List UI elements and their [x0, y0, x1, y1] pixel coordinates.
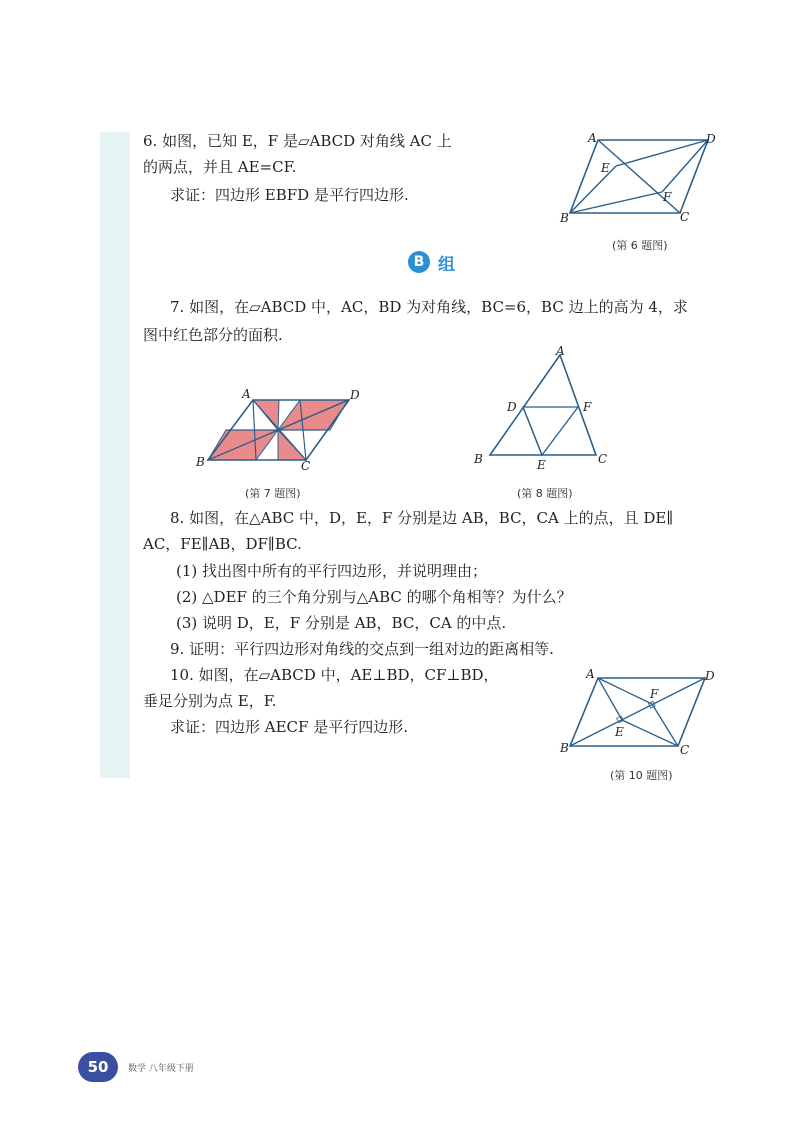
q6-line1: 6. 如图，已知 E，F 是▱ABCD 对角线 AC 上 [143, 132, 452, 150]
q8-label-e: E [537, 458, 546, 472]
q7-label-c: C [301, 459, 311, 473]
q6-label-e: E [601, 161, 610, 175]
q10-label-c: C [680, 743, 690, 757]
q8-label-f: F [583, 400, 592, 414]
q10-figure [560, 668, 720, 758]
q7-label-b: B [196, 455, 205, 469]
footer-book-title: 数学 八年级下册 [128, 1064, 194, 1074]
group-b-text: 组 [438, 254, 455, 275]
q8-sub1: (1) 找出图中所有的平行四边形，并说明理由； [176, 562, 488, 580]
q8-figure [470, 345, 620, 475]
q8-label-d: D [507, 400, 517, 414]
margin-sidebar [100, 132, 130, 778]
q6-caption: (第 6 题图) [612, 239, 668, 252]
q7-line1: 7. 如图，在▱ABCD 中，AC，BD 为对角线，BC=6，BC 边上的高为 4，求 [170, 298, 688, 316]
page-number: 50 [78, 1052, 118, 1082]
q6-label-c: C [680, 210, 690, 224]
q8-line2: AC，FE∥AB，DF∥BC. [143, 535, 302, 553]
q8-caption: (第 8 题图) [517, 487, 573, 500]
q10-label-f: F [650, 687, 659, 701]
q10-line2: 垂足分别为点 E，F. [143, 692, 277, 710]
q8-sub2: (2) △DEF 的三个角分别与△ABC 的哪个角相等？为什么？ [176, 588, 572, 606]
group-b-badge: B [408, 251, 430, 273]
q8-label-b: B [474, 452, 483, 466]
q10-label-d: D [705, 669, 715, 683]
q7-figure [196, 388, 366, 473]
q7-label-a: A [242, 387, 251, 401]
q6-label-f: F [663, 190, 672, 204]
q8-sub3: (3) 说明 D，E，F 分别是 AB，BC，CA 的中点. [176, 614, 507, 632]
q6-label-a: A [588, 131, 597, 145]
q10-line1: 10. 如图，在▱ABCD 中，AE⊥BD，CF⊥BD， [170, 666, 499, 684]
group-b-heading [408, 250, 455, 274]
q7-label-d: D [350, 388, 360, 402]
q6-line2: 的两点，并且 AE=CF. [143, 158, 297, 176]
q6-figure [560, 130, 720, 230]
q10-label-e: E [615, 725, 624, 739]
q10-label-a: A [586, 667, 595, 681]
q10-caption: (第 10 题图) [610, 769, 673, 782]
q8-line1: 8. 如图，在△ABC 中，D，E，F 分别是边 AB，BC，CA 上的点，且 DE∥ [170, 509, 674, 527]
q10-label-b: B [560, 741, 569, 755]
q6-line3: 求证：四边形 EBFD 是平行四边形. [170, 186, 409, 204]
q9-line1: 9. 证明：平行四边形对角线的交点到一组对边的距离相等. [170, 640, 554, 658]
q7-caption: (第 7 题图) [245, 487, 301, 500]
q7-line2: 图中红色部分的面积. [143, 326, 283, 344]
q8-label-c: C [598, 452, 608, 466]
q8-label-a: A [556, 344, 565, 358]
q6-label-d: D [706, 132, 716, 146]
q6-label-b: B [560, 211, 569, 225]
q10-line3: 求证：四边形 AECF 是平行四边形. [170, 718, 408, 736]
